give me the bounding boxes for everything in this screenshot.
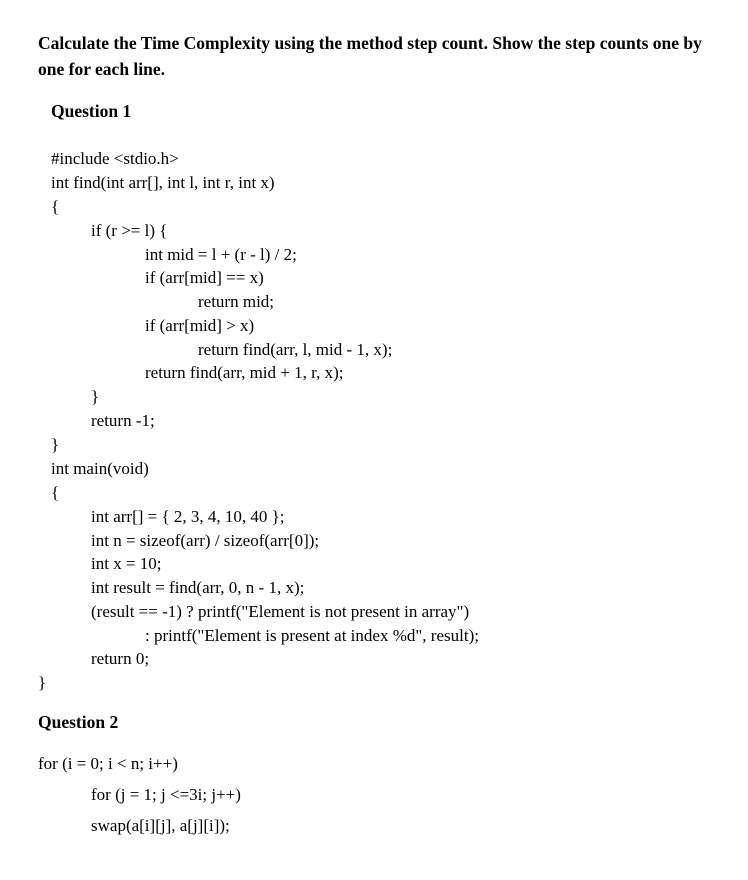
code-line: (result == -1) ? printf("Element is not present in array") xyxy=(91,602,470,621)
code-line: return find(arr, l, mid - 1, x); xyxy=(198,340,393,359)
code-line: int arr[] = { 2, 3, 4, 10, 40 }; xyxy=(91,507,285,526)
code-line: return -1; xyxy=(91,411,155,430)
code-line: if (r >= l) { xyxy=(91,221,168,240)
code-line: int n = sizeof(arr) / sizeof(arr[0]); xyxy=(91,531,320,550)
code-line: { xyxy=(51,483,60,502)
code-line: } xyxy=(91,387,100,406)
code-line: { xyxy=(51,197,60,216)
code-line: } xyxy=(38,673,47,692)
code-line: #include <stdio.h> xyxy=(51,149,179,168)
code-line: return mid; xyxy=(198,292,275,311)
code-line: if (arr[mid] > x) xyxy=(145,316,255,335)
code-line: int main(void) xyxy=(51,459,149,478)
code-line: : printf("Element is present at index %d", result); xyxy=(145,626,479,645)
code-line: int x = 10; xyxy=(91,554,162,573)
code-line: return find(arr, mid + 1, r, x); xyxy=(145,363,344,382)
question-1-heading: Question 1 xyxy=(51,101,132,121)
instructions-text: Calculate the Time Complexity using the method step count. Show the step counts one by one for each line. xyxy=(38,33,702,79)
code-line: int mid = l + (r - l) / 2; xyxy=(145,245,297,264)
code-line: int find(int arr[], int l, int r, int x) xyxy=(51,173,275,192)
question-2-heading: Question 2 xyxy=(38,712,119,732)
code-line: for (i = 0; i < n; i++) xyxy=(38,754,178,773)
code-line: if (arr[mid] == x) xyxy=(145,268,264,287)
code-line: int result = find(arr, 0, n - 1, x); xyxy=(91,578,305,597)
code-line: } xyxy=(51,435,60,454)
code-line: swap(a[i][j], a[j][i]); xyxy=(91,816,230,835)
code-line: return 0; xyxy=(91,649,150,668)
code-line: for (j = 1; j <=3i; j++) xyxy=(91,785,241,804)
